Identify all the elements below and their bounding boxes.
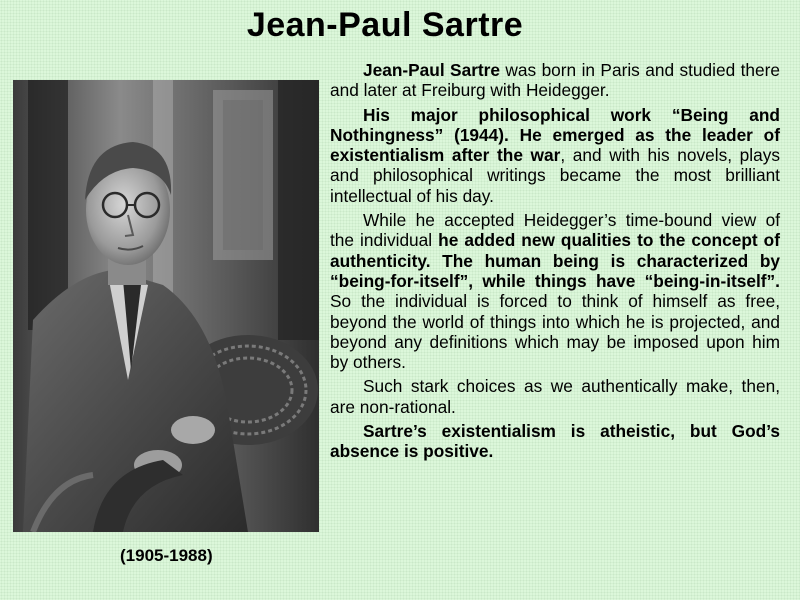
lifespan-caption: (1905-1988) [120, 546, 213, 565]
paragraph-2 [330, 105, 780, 206]
paragraph-2-bold: His major philosophical work “Being and Nothingness” (1944). He emerged as the leader of existentialism after the war [330, 104, 780, 166]
paragraph-3-text-b: So the individual is forced to think of himself as free, beyond the world of things into which he is projected, and beyond any definitions which may be imposed upon him by others. [330, 291, 780, 373]
paragraph-3-text-a: While he accepted Heidegger’s time-bound view of the individual [330, 210, 780, 251]
paragraph-4 [330, 376, 780, 417]
paragraph-1-text: was born in Paris and studied there and later at Freiburg with Heidegger. [330, 60, 780, 101]
paragraph-4-text: Such stark choices as we authentically make, then, are non-rational. [330, 376, 780, 417]
bold-name: Jean-Paul Sartre [363, 60, 501, 80]
paragraph-1 [330, 60, 780, 101]
paragraph-5-bold: Sartre’s existentialism is atheistic, but God’s absence is positive. [330, 421, 780, 462]
slide-title: Jean-Paul Sartre [246, 6, 524, 44]
biography-text [330, 60, 780, 466]
portrait-photo [13, 80, 319, 532]
paragraph-2-text: , and with his novels, plays and philosophical writings became the most brilliant intellectual of his day. [330, 145, 780, 206]
paragraph-5 [330, 421, 780, 462]
paragraph-3-bold: he added new qualities to the concept of authenticity. The human being is characterized by “being-for-itself”, while things have “being-in-itself”. [330, 230, 780, 291]
paragraph-3 [330, 210, 780, 372]
